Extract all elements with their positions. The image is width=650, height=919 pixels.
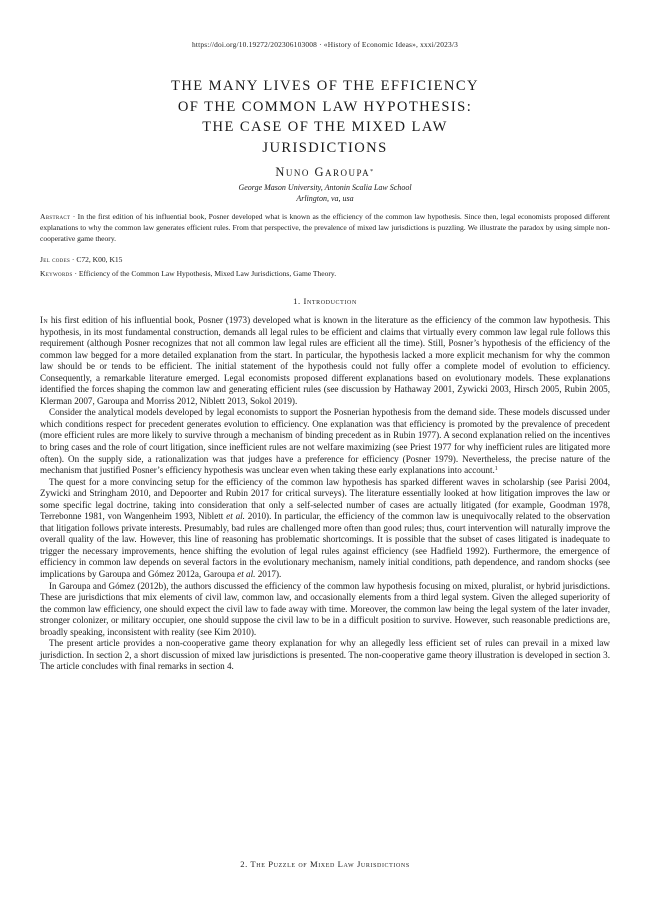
keywords-label: Keywords [40, 269, 73, 278]
affiliation-institution: George Mason University, Antonin Scalia Law School [238, 183, 412, 192]
paragraph-italic: et al. [237, 569, 256, 580]
paragraph [40, 477, 610, 581]
article-body [40, 315, 610, 673]
paragraph-text: 2017). [255, 569, 282, 580]
keywords-text: · Efficiency of the Common Law Hypothesis, Mixed Law Jurisdictions, Game Theory. [72, 269, 337, 278]
title-line: OF THE COMMON LAW HYPOTHESIS: [177, 98, 473, 115]
affiliation-location: Arlington, va, usa [296, 194, 354, 203]
title-line: THE MANY LIVES OF THE EFFICIENCY [171, 78, 479, 94]
paragraph-text: Consider the analytical models developed by legal economists to support the Posnerian hypothesis from the demand side. These models discussed under which conditions respect for precedent generates evolution to efficiency. One explanation was that efficiency is promoted by the prevalence of precedent (more efficient rules are more likely to survive through a mechanism of binding precedent as in Rubin 1977). A second explanation relied on the incentives to bring cases and the role of court litigation, since inefficient rules are not welfare maximizing (see Priest 1977 for why inefficient rules are litigated more often). On the supply side, a rationalization was that judges have a preference for efficiency (Posner 1979). Nevertheless, the precise nature of the mechanism that justified Posner’s efficiency hypothesis was unclear even when taking these early explanations into account. [40, 407, 610, 476]
author-name [0, 165, 650, 180]
paragraph [40, 581, 610, 639]
paragraph [40, 315, 610, 407]
abstract-label: Abstract [40, 212, 71, 221]
author-affiliation [0, 182, 650, 204]
section-heading-puzzle: 2. The Puzzle of Mixed Law Jurisdictions [240, 859, 410, 869]
paragraph [40, 638, 610, 673]
title-line: JURISDICTIONS [262, 139, 388, 156]
article-title [0, 76, 650, 158]
jel-codes [40, 254, 610, 265]
paragraph-text: In Garoupa and Gómez (2012b), the authors discussed the efficiency of the common law hypothesis focusing on mixed, pluralist, or hybrid jurisdictions. These are jurisdictions that mix elements of civil law, common law, and occasionally elements from a third legal system. Given the alleged superiority of the common law efficiency, one should expect the civil law to fade away with time. Moreover, the common law being the legal system of the later invader, stronger colonizer, or military occupier, one should suppose the civil law to be in a difficult position to survive. However, such reasonable predictions are, broadly speaking, inconsistent with reality (see Kim 2010). [40, 580, 610, 637]
paragraph-text: The quest for a more convincing setup for the efficiency of the common law hypothesis has sparked different waves in scholarship (see Parisi 2004, Zywicki and Stringham 2010, and Depoorter and Rubin 2017 for critical surveys). The literature essentially looked at how litigation improves the law or some specific legal doctrine, taking into consideration that only a self-selected number of cases are actually litigated (for example, Goodman 1978, Terrebonne 1981, von Wangenheim 1993, Niblett [40, 476, 610, 522]
title-line: THE CASE OF THE MIXED LAW [202, 119, 448, 135]
footnote-reference[interactable]: 1 [494, 466, 498, 473]
abstract [40, 211, 610, 244]
paragraph [40, 407, 610, 476]
paragraph-text: 2010). In particular, the efficiency of the common law is unequivocally related to the observation that litigation follows private interests. Presumably, bad rules are challenged more often than good rules; thus, court intervention will naturally improve the overall quality of the law. However, this line of reasoning has problematic shortcomings. It is possible that the subset of cases litigated is inadequate to trigger the necessary improvements, hence shifting the evolution of legal rules against efficiency (see Hadfield 1992). Furthermore, the emergence of efficiency in common law depends on several factors in the evolutionary mechanism, namely initial conditions, path dependence, and random shocks (see implications by Garoupa and Gómez 2012a, Garoupa [40, 511, 611, 580]
keywords [40, 268, 610, 279]
paragraph-text: his first edition of his influential book, Posner (1973) developed what is known in the literature as the efficiency of the common law hypothesis. This hypothesis, in its most fundamental construction, demands all legal rules to be efficient and claims that virtually every common law legal rule follows this requirement (although Posner recognizes that not all common law legal rules are efficient all the time). Still, Posner’s hypothesis of the efficiency of the common law begged for a more detailed explanation from the start. In particular, the hypothesis lacked a more explicit mechanism for why the common law should be or tends to be efficient. The initial statement of the hypothesis could not fully offer a complete model of evolution to efficiency. Consequently, a remarkable literature emerged. Legal economists proposed different explanations based on evolutionary models. These explanations identified the forces shaping the common law and generating efficient rules (see discussion by Hathaway 2001, Zywicki 2003, Hirsch 2005, Rubin 2005, Klerman 2007, Garoupa and Morriss 2012, Niblett 2013, Sokol 2019). [40, 315, 610, 406]
jel-text: · C72, K00, K15 [70, 255, 123, 264]
paragraph-text: The present article provides a non-cooperative game theory explanation for why an allegedly less efficient set of rules can prevail in a mixed law jurisdiction. In section 2, a short discussion of mixed law jurisdictions is presented. The non-cooperative game theory illustration is developed in section 3. The article concludes with final remarks in section 4. [40, 638, 610, 672]
jel-label: Jel codes [40, 255, 71, 264]
author-name-text: Nuno Garoupa [275, 165, 371, 179]
abstract-text: · In the first edition of his influential book, Posner developed what is known as the efficiency of the common law hypothesis. Since then, legal economists proposed different explanations to why the common law generates efficient rules. From that perspective, the prevalence of mixed law jurisdictions is puzzling. We illustrate the paradox by using simple non-cooperative game theory. [40, 212, 610, 243]
paragraph-italic: et al. [226, 511, 245, 522]
running-head: https://doi.org/10.19272/202306103008 · «History of Economic Ideas», xxxi/2023/3 [191, 40, 459, 49]
author-footnote-mark[interactable]: * [370, 169, 375, 175]
paragraph-lead-word: In [40, 315, 48, 325]
section-heading-introduction: 1. Introduction [293, 296, 357, 306]
